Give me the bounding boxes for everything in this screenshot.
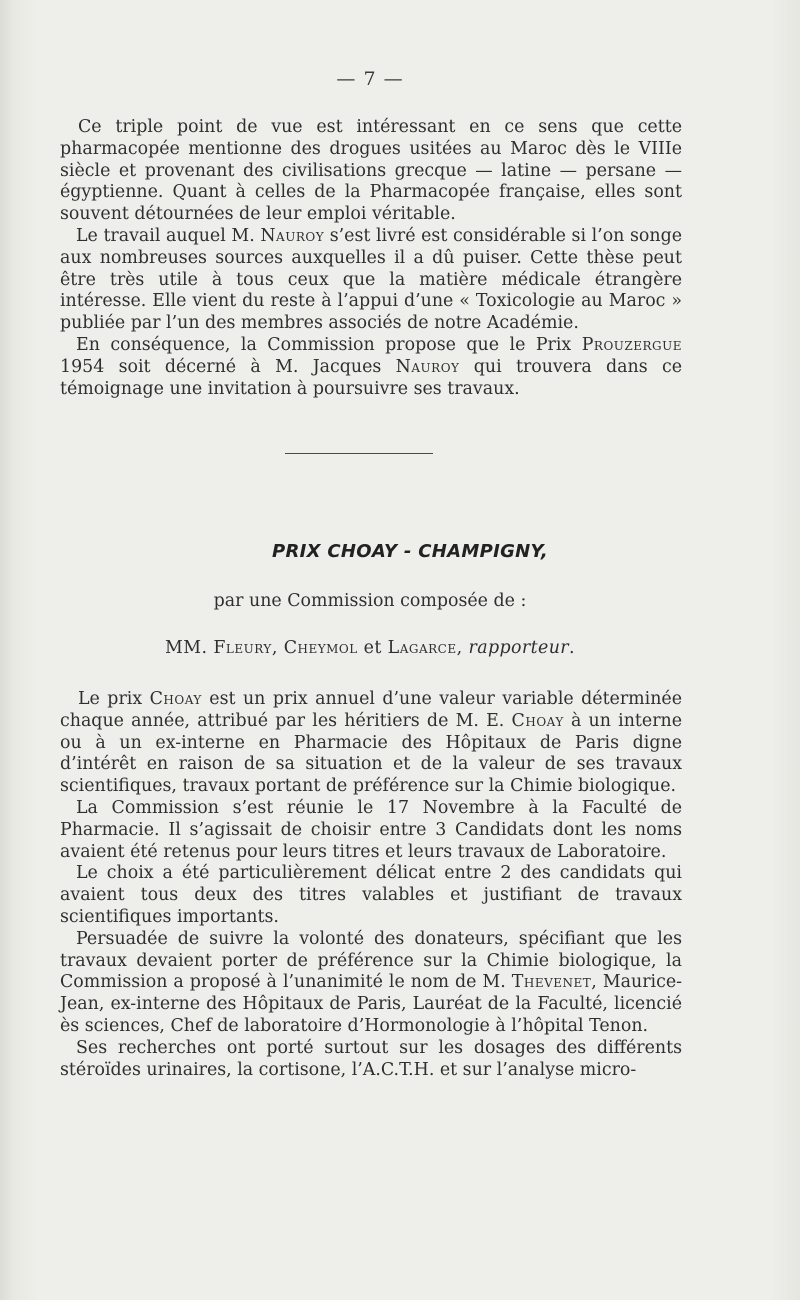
- paragraph-recherches: Ses recherches ont porté surtout sur les dosages des différents stéroïdes urinaires, la cortisone, l’A.C.T.H. et sur l’analyse micro-: [60, 1037, 682, 1080]
- paragraph-conclusion: En conséquence, la Commission propose que le Prix Prouzergue 1954 soit décerné à M. Jacques Nauroy qui trouvera dans ce témoignage une invitation à poursuivre ses travaux.: [60, 334, 683, 399]
- section-divider: [285, 453, 433, 454]
- member-fleury: Fleury: [213, 638, 272, 658]
- paragraph-pharmacopee: Ce triple point de vue est intéressant en ce sens que cette pharmacopée mentionne des drogues usitées au Maroc dès le VIIIe siècle et provenant des civilisations grecque — latine — persane — égyptienne. Quant à celles de la Pharmacopée française, elles sont souvent détournées de leur emploi véritable.: [60, 117, 682, 225]
- name-choay: Choay: [149, 689, 202, 709]
- name-nauroy: Nauroy: [395, 356, 460, 377]
- section-heading: PRIX CHOAY - CHAMPIGNY,: [271, 541, 548, 562]
- member-lagarce: Lagarce: [387, 638, 457, 658]
- section-prouzergue-report: [60, 117, 682, 400]
- prize-prouzergue: Prouzergue: [581, 334, 682, 355]
- commission-line: par une Commission composée de :: [213, 591, 527, 611]
- page-number: — 7 —: [336, 68, 404, 90]
- paragraph-laureat: Persuadée de suivre la volonté des donateurs, spécifiant que les travaux devaient porter de préférence sur la Chimie biologique, la Commission a proposé à l’unanimité le nom de M. Thevenet, Maurice-Jean, ex-interne des Hôpitaux de Paris, Lauréat de la Faculté, licencié ès sciences, Chef de laboratoire d’Hormonologie à l’hôpital Tenon.: [60, 928, 683, 1036]
- name-choay: Choay: [511, 710, 564, 731]
- name-nauroy: Nauroy: [260, 225, 325, 246]
- paragraph-choix: Le choix a été particulièrement délicat entre 2 des candidats qui avaient tous deux des titres valables et justifiant de travaux scientifiques importants.: [60, 863, 682, 927]
- member-cheymol: Cheymol: [283, 638, 358, 658]
- paragraph-travail: Le travail auquel M. Nauroy s’est livré est considérable si l’on songe aux nombreuses sources auxquelles il a dû puiser. Cette thèse peut être très utile à tous ceux que la matière médicale étrangère intéresse. Elle vient du reste à l’appui d’une « Toxicologie au Maroc » publiée par l’un des membres associés de notre Académie.: [60, 225, 682, 334]
- section-choay-report: [60, 689, 682, 1081]
- paragraph-reunion: La Commission s’est réunie le 17 Novembre à la Faculté de Pharmacie. Il s’agissait de choisir entre 3 Candidats dont les noms avaient été retenus pour leurs titres et leurs travaux de Laboratoire.: [60, 797, 682, 862]
- commission-members: MM. Fleury, Cheymol et Lagarce, rapporteur.: [165, 638, 575, 658]
- paragraph-prix-choay: Le prix Choay est un prix annuel d’une valeur variable déterminée chaque année, attribué par les héritiers de M. E. Choay à un interne ou à un ex-interne en Pharmacie des Hôpitaux de Paris digne d’intérêt en raison de sa situation et de la valeur de ses travaux scientifiques, travaux portant de préférence sur la Chimie biologique.: [60, 689, 683, 797]
- role-rapporteur: rapporteur: [468, 638, 570, 658]
- name-thevenet: Thevenet: [511, 972, 592, 993]
